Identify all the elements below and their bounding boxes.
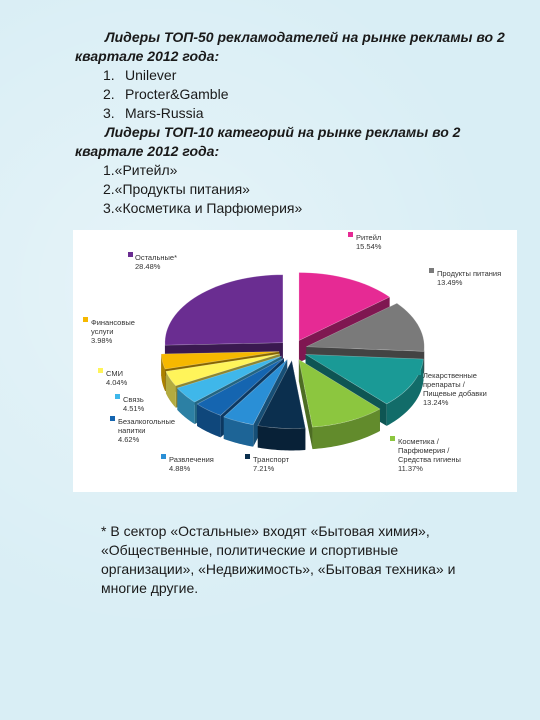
data-label: Связь bbox=[123, 395, 144, 404]
legend-entry bbox=[245, 454, 290, 473]
legend-swatch bbox=[245, 454, 250, 459]
data-label: 28.48% bbox=[135, 262, 161, 271]
data-label: СМИ bbox=[106, 369, 123, 378]
categories-heading: Лидеры ТОП-10 категорий на рынке рекламы во 2 квартале 2012 года: bbox=[75, 124, 461, 159]
legend-swatch bbox=[83, 317, 88, 322]
legend-entry bbox=[110, 416, 175, 444]
categories-list bbox=[75, 161, 505, 218]
legend-swatch bbox=[98, 368, 103, 373]
data-label: Остальные* bbox=[135, 253, 178, 262]
data-label: 4.88% bbox=[169, 464, 191, 473]
legend-entry bbox=[161, 454, 214, 473]
legend-swatch bbox=[115, 394, 120, 399]
legend-entry bbox=[128, 252, 177, 271]
pie-chart-svg bbox=[73, 230, 517, 492]
data-label: препараты / bbox=[423, 380, 465, 389]
legend-swatch bbox=[348, 232, 353, 237]
data-label: Пищевые добавки bbox=[423, 389, 487, 398]
legend-swatch bbox=[128, 252, 133, 257]
list-item: 2.«Продукты питания» bbox=[103, 181, 250, 197]
pie-chart bbox=[73, 230, 517, 492]
data-label: 4.62% bbox=[118, 435, 140, 444]
data-label: 3.98% bbox=[91, 336, 113, 345]
legend-entry bbox=[390, 436, 461, 473]
footnote: * В сектор «Остальные» входят «Бытовая химия», «Общественные, политические и спортивные организации», «Недвижимость», «Бытовая техника» и многие другие. bbox=[101, 523, 456, 596]
data-label: Парфюмерия / bbox=[398, 446, 450, 455]
data-label: Лекарственные bbox=[423, 371, 477, 380]
legend-entry bbox=[98, 368, 128, 387]
legend-entry bbox=[429, 268, 501, 287]
data-label: 4.51% bbox=[123, 404, 145, 413]
advertisers-list bbox=[75, 66, 505, 123]
legend-swatch bbox=[416, 370, 421, 375]
pie-slice-side bbox=[258, 426, 305, 451]
list-item: 1.«Ритейл» bbox=[103, 162, 178, 178]
legend-entry bbox=[416, 370, 487, 407]
pie-slice-top bbox=[165, 275, 283, 345]
summary-text bbox=[75, 28, 505, 218]
data-label: 13.24% bbox=[423, 398, 449, 407]
data-label: Безалкогольные bbox=[118, 417, 176, 426]
data-label: Развлечения bbox=[169, 455, 214, 464]
data-label: 11.37% bbox=[398, 464, 423, 473]
data-label: Средства гигиены bbox=[398, 455, 461, 464]
legend-swatch bbox=[161, 454, 166, 459]
data-label: 4.04% bbox=[106, 378, 128, 387]
list-item: 3.«Косметика и Парфюмерия» bbox=[103, 200, 303, 216]
data-label: 7.21% bbox=[253, 464, 275, 473]
legend-entry bbox=[115, 394, 145, 413]
data-label: Транспорт bbox=[253, 455, 290, 464]
legend-swatch bbox=[110, 416, 115, 421]
data-label: Финансовые bbox=[91, 318, 135, 327]
list-item: 3. Mars-Russia bbox=[103, 105, 204, 121]
data-label: Косметика / bbox=[398, 437, 439, 446]
data-label: Продукты питания bbox=[437, 269, 502, 278]
data-label: Ритейл bbox=[356, 233, 382, 242]
data-label: напитки bbox=[118, 426, 146, 435]
legend-entry bbox=[83, 317, 135, 345]
list-item: 1. Unilever bbox=[103, 67, 177, 83]
data-label: 13.49% bbox=[437, 278, 463, 287]
list-item: 2. Procter&Gamble bbox=[103, 86, 229, 102]
legend-swatch bbox=[390, 436, 395, 441]
advertisers-heading: Лидеры ТОП-50 рекламодателей на рынке рекламы во 2 квартале 2012 года: bbox=[75, 29, 505, 64]
legend-swatch bbox=[429, 268, 434, 273]
data-label: 15.54% bbox=[356, 242, 382, 251]
legend-entry bbox=[348, 232, 382, 251]
data-label: услуги bbox=[91, 327, 114, 336]
